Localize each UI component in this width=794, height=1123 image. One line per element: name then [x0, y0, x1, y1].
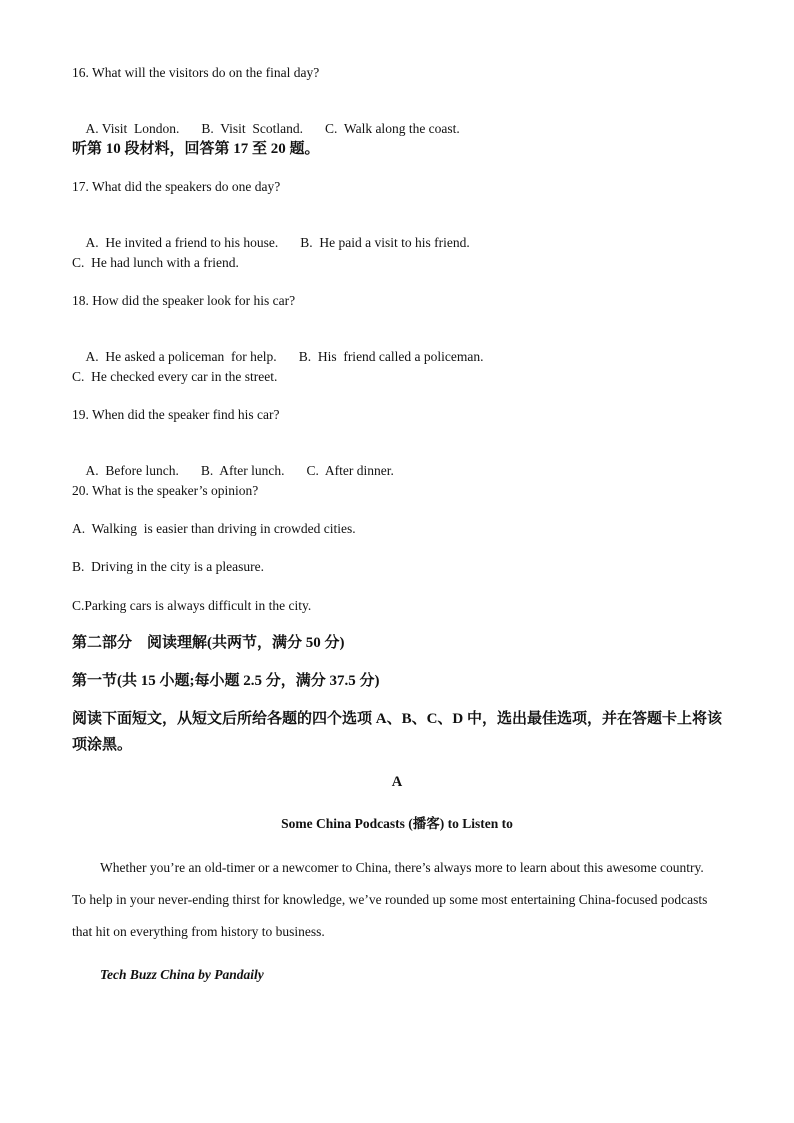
q20-option-b: B. Driving in the city is a pleasure. — [72, 559, 264, 574]
q20-stem: 20. What is the speaker’s opinion? — [72, 483, 259, 498]
q19-option-c: C. After dinner. — [306, 463, 394, 478]
q17-option-a: A. He invited a friend to his house. — [85, 235, 279, 250]
passage-intro: Whether you’re an old-timer or a newcomer to China, there’s always more to learn about this awesome country. To help in your never-ending thirst for knowledge, we’ve rounded up some most entertaining China-focused podcasts that hit on everything from history to business. — [72, 860, 708, 939]
section10-header: 听第 10 段材料，回答第 17 至 20 题。 — [72, 141, 320, 157]
q18-option-b: B. His friend called a policeman. — [298, 349, 484, 364]
passage-title: Some China Podcasts (播客) to Listen to — [281, 816, 513, 831]
q20-option-a: A. Walking is easier than driving in crowded cities. — [72, 521, 356, 536]
q17-option-b: B. He paid a visit to his friend. — [300, 235, 470, 250]
q18-option-c: C. He checked every car in the street. — [72, 369, 278, 384]
q19-option-a: A. Before lunch. — [85, 463, 179, 478]
q16-option-c: C. Walk along the coast. — [325, 121, 460, 136]
q18-option-a: A. He asked a policeman for help. — [85, 349, 277, 364]
q16-option-b: B. Visit Scotland. — [201, 121, 304, 136]
q17-option-c: C. He had lunch with a friend. — [72, 255, 239, 270]
q17-stem: 17. What did the speakers do one day? — [72, 179, 281, 194]
q20-option-c: C.Parking cars is always difficult in the city. — [72, 598, 312, 613]
part2-header: 第二部分 阅读理解(共两节，满分 50 分) — [72, 635, 345, 651]
q16-option-a: A. Visit London. — [85, 121, 180, 136]
q19-option-b: B. After lunch. — [200, 463, 285, 478]
passage-letter: A — [391, 774, 403, 790]
q18-stem: 18. How did the speaker look for his car? — [72, 293, 296, 308]
podcast-heading: Tech Buzz China by Pandaily — [100, 967, 264, 982]
q19-stem: 19. When did the speaker find his car? — [72, 407, 280, 422]
q16-stem: 16. What will the visitors do on the final day? — [72, 65, 320, 80]
section1-header: 第一节(共 15 小题;每小题 2.5 分，满分 37.5 分) — [72, 673, 380, 689]
reading-instructions: 阅读下面短文，从短文后所给各题的四个选项 A、B、C、D 中，选出最佳选项，并在答题卡上将该项涂黑。 — [72, 711, 723, 753]
